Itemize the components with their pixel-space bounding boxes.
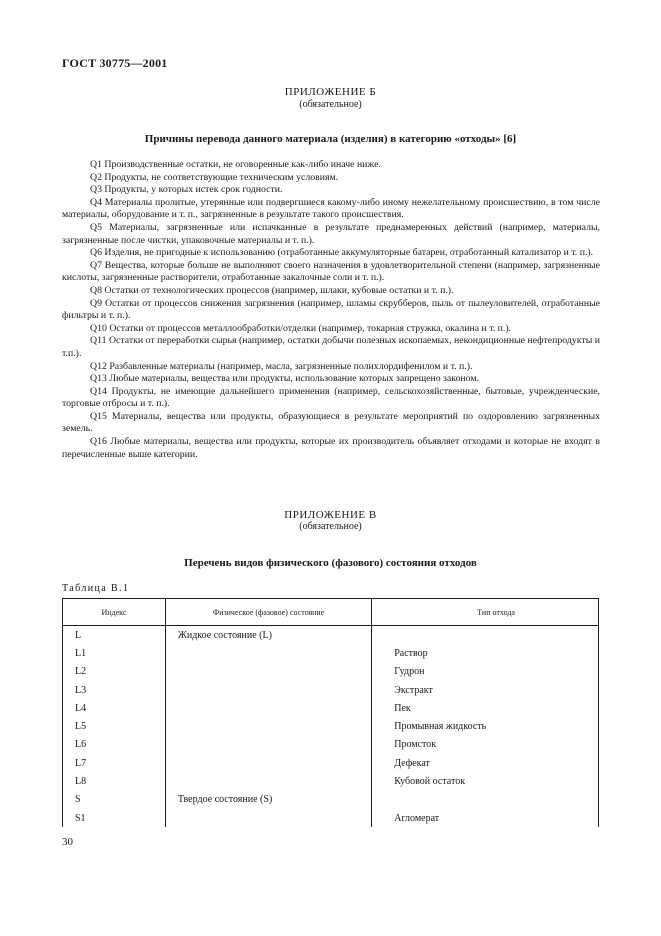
reason-item: Q1 Производственные остатки, не оговоренные как-либо иначе ниже.	[90, 159, 381, 170]
cell-index: L7	[63, 754, 166, 772]
table-header-row	[63, 599, 599, 626]
cell-type: Кубовой остаток	[372, 772, 599, 790]
standard-header: ГОСТ 30775—2001	[62, 56, 168, 70]
cell-index: L2	[63, 663, 166, 681]
cell-state	[165, 736, 371, 754]
reason-item: Q13 Любые материалы, вещества или продукты, использование которых запрещено законом.	[90, 373, 480, 385]
cell-index: L5	[63, 717, 166, 735]
reasons-list	[62, 159, 600, 461]
reason-item: Q10 Остатки от процессов металлообработки/отделки (например, токарная стружка, окалина и т. п.).	[90, 322, 512, 334]
appendix-b-heading: Причины перевода данного материала (изделия) в категорию «отходы» [6]	[144, 133, 517, 145]
reason-item: Q9 Остатки от процессов снижения загрязнения (например, шламы скрубберов, пыль от пылеуловителей, отработанные фильтры и т. п.).	[62, 297, 600, 322]
cell-type: Агломерат	[372, 809, 599, 827]
cell-state	[165, 644, 371, 662]
reason-item: Q5 Материалы, загрязненные или испачканные в результате преднамеренных действий (например, материалы, загрязненные после чистки, упаковочные материалы и т. п.).	[62, 221, 600, 246]
table-row	[63, 809, 599, 827]
table-row	[63, 791, 599, 809]
waste-state-table	[62, 598, 599, 827]
cell-type: Дефекат	[372, 754, 599, 772]
reason-item: Q4 Материалы пролитые, утерянные или подвергшиеся какому-либо иному нежелательному происшествию, в том числе материалы, оборудование и т. п., загрязненные в результате такого происшествия.	[62, 196, 600, 221]
reason-item: Q6 Изделия, не пригодные к использованию (отработанные аккумуляторные батареи, отработанный катализатор и т. п.).	[90, 247, 594, 259]
reason-item: Q16 Любые материалы, вещества или продукты, которые их производитель объявляет отходами и которые не входят в перечисленные выше категории.	[62, 436, 600, 460]
reason-item: Q11 Остатки от переработки сырья (например, остатки добычи полезных ископаемых, некондиционные нефтепродукты и т.п.).	[62, 335, 600, 359]
table-body	[63, 626, 599, 828]
table-row	[63, 681, 599, 699]
cell-type: Раствор	[372, 644, 599, 662]
cell-type	[372, 626, 599, 645]
appendix-v-heading: Перечень видов физического (фазового) состояния отходов	[184, 557, 477, 569]
appendix-b-title: ПРИЛОЖЕНИЕ Б	[284, 86, 377, 98]
reason-item: Q15 Материалы, вещества или продукты, образующиеся в результате мероприятий по оздоровлению загрязненных земель.	[62, 410, 600, 435]
reason-item: Q14 Продукты, не имеющие дальнейшего применения (например, сельскохозяйственные, бытовые, учрежденческие, торговые отбросы и т. п.).	[62, 385, 600, 410]
cell-index: L8	[63, 772, 166, 790]
cell-state	[165, 809, 371, 827]
table-row	[63, 772, 599, 790]
cell-state	[165, 699, 371, 717]
appendix-b-note: (обязательное)	[299, 99, 362, 110]
cell-type: Гудрон	[372, 663, 599, 681]
table-row	[63, 644, 599, 662]
column-header-type: Тип отхода	[372, 599, 599, 626]
cell-state	[165, 717, 371, 735]
reason-item: Q3 Продукты, у которых истек срок годности.	[90, 184, 283, 196]
appendix-v-title: ПРИЛОЖЕНИЕ В	[284, 509, 377, 521]
reason-item: Q8 Остатки от технологических процессов (например, шлаки, кубовые остатки и т. п.).	[90, 284, 454, 296]
reason-item: Q7 Вещества, которые больше не выполняют своего назначения в удовлетворительной степени (например, загрязненные кислоты, загрязненные растворители, отработанные закалочные соли и т. п.).	[62, 259, 600, 284]
table-row	[63, 717, 599, 735]
reason-item: Q12 Разбавленные материалы (например, масла, загрязненные полихлордифенилом и т. п.).	[90, 360, 473, 372]
cell-state: Жидкое состояние (L)	[165, 626, 371, 645]
cell-state	[165, 754, 371, 772]
cell-state	[165, 772, 371, 790]
cell-index: L1	[63, 644, 166, 662]
cell-index: L3	[63, 681, 166, 699]
cell-type: Пек	[372, 699, 599, 717]
table-row	[63, 754, 599, 772]
cell-type: Промывная жидкость	[372, 717, 599, 735]
table-row	[63, 663, 599, 681]
cell-type	[372, 791, 599, 809]
reason-item: Q2 Продукты, не соответствующие техническим условиям.	[90, 171, 339, 183]
cell-type: Промсток	[372, 736, 599, 754]
table-label: Таблица В.1	[62, 583, 130, 594]
page-number: 30	[62, 836, 73, 848]
cell-index: L4	[63, 699, 166, 717]
cell-index: S1	[63, 809, 166, 827]
cell-type: Экстракт	[372, 681, 599, 699]
column-header-state: Физическое (фазовое) состояние	[165, 599, 371, 626]
table-row	[63, 736, 599, 754]
cell-state: Твердое состояние (S)	[165, 791, 371, 809]
appendix-v-note: (обязательное)	[299, 521, 362, 532]
cell-index: S	[63, 791, 166, 809]
table-row	[63, 699, 599, 717]
cell-state	[165, 663, 371, 681]
cell-index: L	[63, 626, 166, 645]
table-row	[63, 626, 599, 645]
cell-state	[165, 681, 371, 699]
cell-index: L6	[63, 736, 166, 754]
column-header-index: Индекс	[63, 599, 166, 626]
